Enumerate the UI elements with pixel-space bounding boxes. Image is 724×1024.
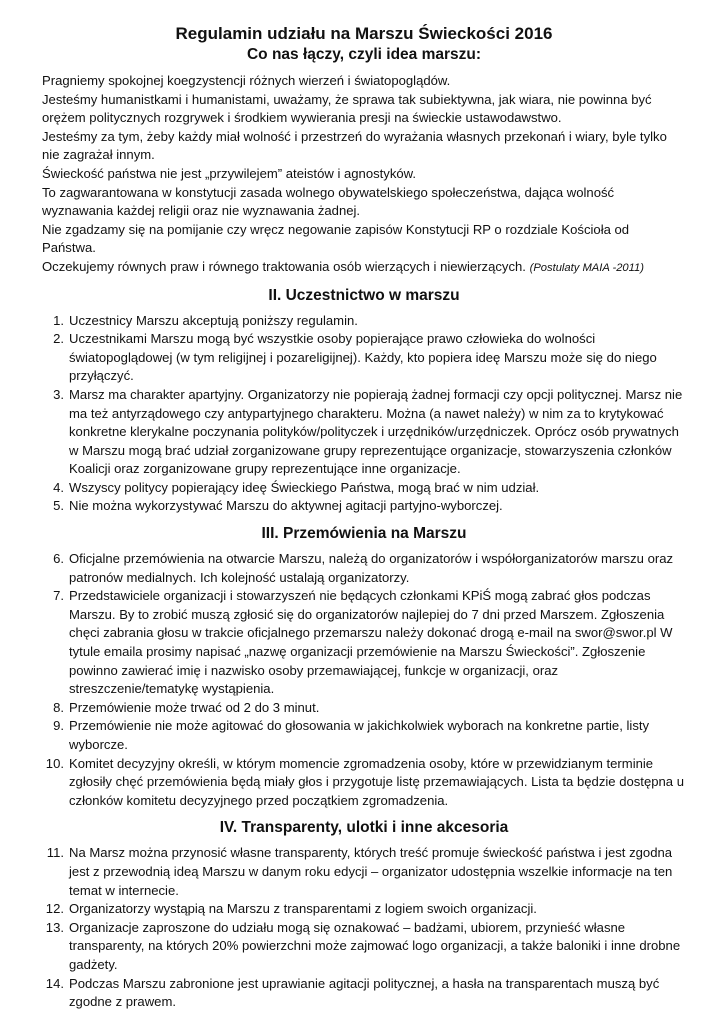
item-text: Organizatorzy wystąpią na Marszu z transparentami z logiem swoich organizacji.	[69, 901, 537, 917]
item-text: Przedstawiciele organizacji i stowarzyszeń nie będących członkami KPiŚ mogą zabrać głos podczas Marszu. By to zrobić muszą zgłosić się do organizatorów najlepiej do 7 dni przed Marszem. Zgłoszenia chęci zabrania głosu w trakcie oficjalnego przemarszu należy dokonać drogą e-mail na swor@swor.pl W tytule emaila prosimy napisać „nazwę organizacji przemówienie na Marszu Świeckości”. Zgłoszenie powinno zawierać imię i nazwisko osoby przemawiającej, funkcje w organizacji, oraz streszczenie/tematykę wystąpienia.	[69, 588, 673, 697]
intro-citation: (Postulaty MAIA -2011)	[529, 261, 644, 274]
item-number: 14.	[45, 975, 64, 991]
item-number: 12.	[45, 901, 64, 917]
item-text: Przemówienie nie może agitować do głosowania w jakichkolwiek wyborach na konkretne partie, listy wyborcze.	[69, 718, 650, 752]
item-text: Na Marsz można przynosić własne transparenty, których treść promuje świeckość państwa i jest zgodna jest z przewodnią ideą Marszu w danym roku edycji – organizator udostępnia wszelkie informacje na ten temat w internecie.	[69, 845, 673, 898]
intro-paragraph: Jesteśmy humanistkami i humanistami, uważamy, że sprawa tak subiektywna, jak wiara, nie powinna być orężem politycznych rozgrywek i środkiem wywierania presji na świeckie ustawodawstwo.	[42, 91, 652, 126]
list-item	[42, 699, 686, 718]
intro-paragraph: Świeckość państwa nie jest „przywilejem” ateistów i agnostyków.	[42, 165, 417, 181]
item-text: Przemówienie może trwać od 2 do 3 minut.	[69, 699, 320, 715]
list-item	[42, 587, 686, 699]
item-text: Uczestnicy Marszu akceptują poniższy regulamin.	[69, 312, 358, 328]
list-item	[42, 550, 686, 587]
list-item	[42, 330, 686, 386]
item-text: Organizacje zaproszone do udziału mogą się oznakować – badżami, ubiorem, przynieść własne transparenty, na których 20% powierzchni może zajmować logo organizacji, a także baloniki i inne drobne gadżety.	[69, 919, 681, 972]
intro-paragraph: Nie zgadzamy się na pomijanie czy wręcz negowanie zapisów Konstytucji RP o rozdziale Kościoła od Państwa.	[42, 221, 630, 256]
intro-paragraph-last	[42, 258, 686, 278]
item-number: 1.	[53, 312, 64, 328]
intro-text: Oczekujemy równych praw i równego traktowania osób wierzących i niewierzących.	[42, 258, 526, 274]
intro-paragraph: Jesteśmy za tym, żeby każdy miał wolność i przestrzeń do wyrażania własnych przekonań i wiary, byle tylko nie zagrażał innym.	[42, 128, 667, 163]
item-number: 13.	[45, 919, 64, 935]
item-number: 7.	[53, 588, 64, 604]
section-heading-banners: IV. Transparenty, ulotki i inne akcesoria	[219, 819, 509, 837]
list-item	[42, 919, 686, 975]
list-item	[42, 755, 686, 811]
item-number: 4.	[53, 479, 64, 495]
intro-paragraph: To zagwarantowana w konstytucji zasada wolnego obywatelskiego społeczeństwa, dająca wolność wyznawania każdej religii oraz nie wyznawania żadnej.	[42, 184, 615, 219]
banners-list	[42, 844, 686, 1011]
item-number: 6.	[53, 551, 64, 567]
item-number: 11.	[46, 845, 64, 861]
item-text: Marsz ma charakter apartyjny. Organizatorzy nie popierają żadnej formacji czy opcji politycznej. Marsz nie ma też antyrządowego czy antypartyjnego charakteru. Można (a nawet należy) w nim za to krytykować konkretne klerykalne poczynania polityków/polityczek i urzędników/urzędniczek. Oprócz osób prywatnych w Marszu mogą brać udział zorganizowane grupy reprezentujące organizacje, stowarzyszenia członków Koalicji oraz zorganizowane grupy reprezentujące inne organizacje.	[69, 386, 683, 477]
document-title: Regulamin udziału na Marszu Świeckości 2016	[175, 24, 553, 43]
item-number: 8.	[53, 699, 64, 715]
list-item	[42, 717, 686, 754]
document-subtitle: Co nas łączy, czyli idea marszu:	[246, 46, 482, 63]
list-item	[42, 975, 686, 1012]
section-heading-speeches: III. Przemówienia na Marszu	[261, 525, 467, 543]
item-number: 9.	[53, 718, 64, 734]
list-item	[42, 844, 686, 900]
item-number: 5.	[53, 498, 64, 514]
item-text: Uczestnikami Marszu mogą być wszystkie osoby popierające prawo człowieka do wolności światopoglądowej (w tym religijnej i pozareligijnej). Każdy, kto popiera ideę Marszu może się do niego przyłączyć.	[69, 331, 657, 384]
section-heading-participation: II. Uczestnictwo w marszu	[268, 286, 460, 304]
item-number: 10.	[45, 755, 64, 771]
intro-paragraph: Pragniemy spokojnej koegzystencji różnych wierzeń i światopoglądów.	[42, 73, 451, 88]
participation-list	[42, 312, 686, 517]
item-text: Komitet decyzyjny określi, w którym momencie zgromadzenia osoby, które w przewidzianym terminie zgłosiły chęć przemówienia będą miały głos i przygotuje listę przemawiających. Lista ta będzie dostępna u członków komitetu decyzyjnego przed początkiem zgromadzenia.	[69, 755, 684, 808]
item-text: Wszyscy politycy popierający ideę Świeckiego Państwa, mogą brać w nim udział.	[69, 479, 540, 495]
item-text: Oficjalne przemówienia na otwarcie Marszu, należą do organizatorów i współorganizatorów marszu oraz patronów medialnych. Ich kolejność ustalają organizatorzy.	[69, 551, 674, 585]
item-number: 2.	[53, 331, 64, 347]
item-text: Nie można wykorzystywać Marszu do aktywnej agitacji partyjno-wyborczej.	[69, 498, 503, 514]
intro-section	[42, 72, 686, 278]
list-item	[42, 312, 686, 331]
list-item	[42, 479, 686, 498]
item-text: Podczas Marszu zabronione jest uprawianie agitacji politycznej, a hasła na transparentach muszą być zgodne z prawem.	[69, 975, 660, 1010]
item-number: 3.	[53, 386, 64, 402]
list-item	[42, 497, 686, 516]
list-item	[42, 900, 686, 919]
speeches-list	[42, 550, 686, 810]
list-item	[42, 386, 686, 479]
